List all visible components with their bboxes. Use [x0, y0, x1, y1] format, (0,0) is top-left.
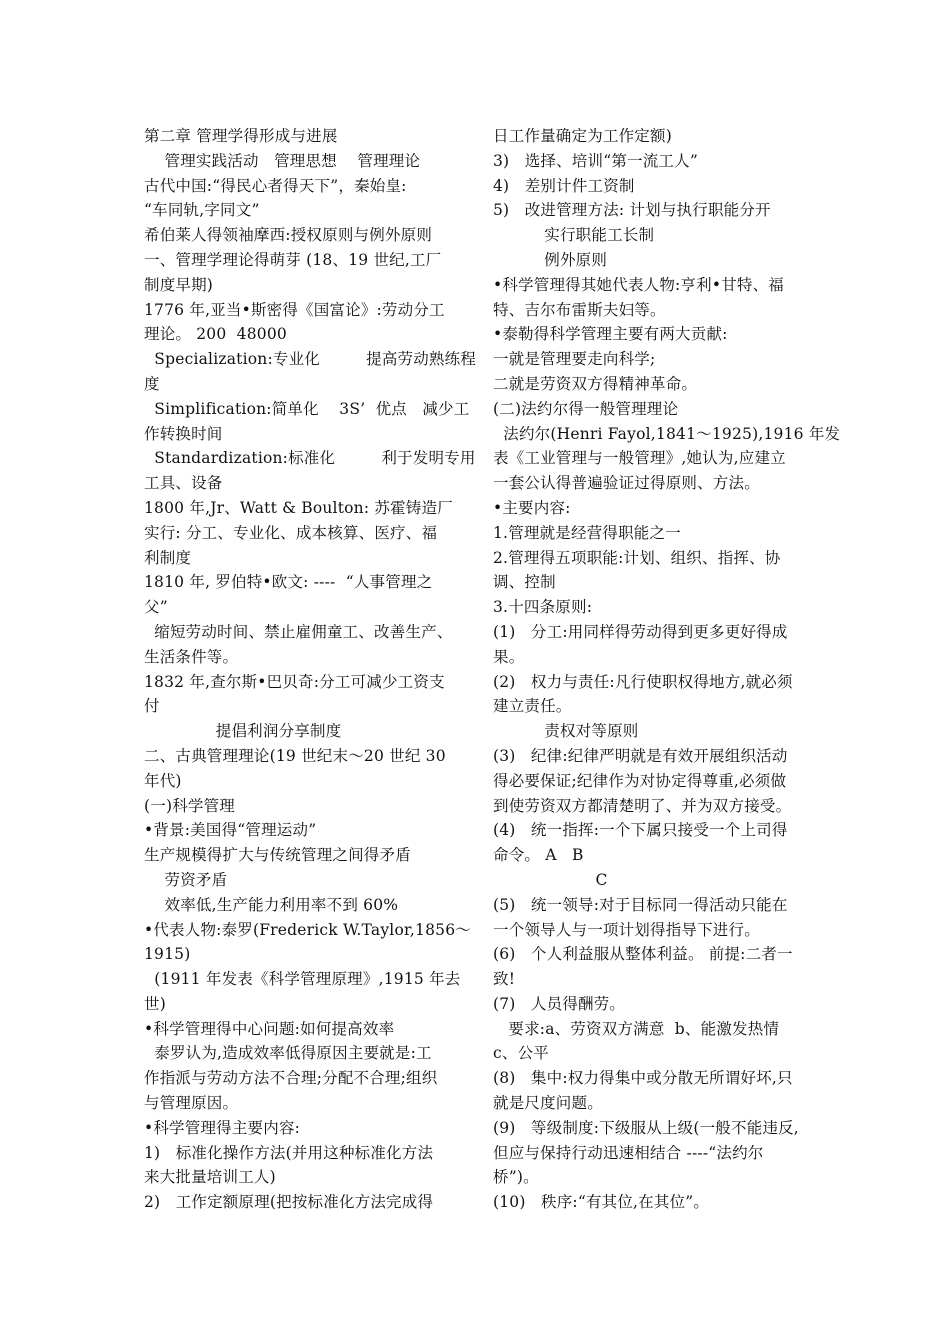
text-line: 理论。 200 48000 — [144, 325, 287, 344]
text-line: 1.管理就是经营得职能之一 — [493, 523, 681, 542]
text-line: 效率低,生产能力利用率不到 60% — [144, 895, 399, 914]
text-line: 法约尔(Henri Fayol,1841～1925),1916 年发 — [493, 424, 841, 443]
text-line: 实行职能工长制 — [493, 226, 655, 245]
text-line: 建立责任。 — [493, 697, 572, 716]
text-line: 1810 年, 罗伯特•欧文: ---- “人事管理之 — [144, 573, 433, 592]
text-line: (3) 纪律:纪律严明就是有效开展组织活动 — [493, 746, 788, 765]
text-line: 工具、设备 — [144, 474, 223, 493]
text-line: 3) 选择、培训“第一流工人” — [493, 151, 698, 170]
text-line: •代表人物:泰罗(Frederick W.Taylor,1856～ — [144, 920, 471, 939]
text-line: 作指派与劳动方法不合理;分配不合理;组织 — [144, 1069, 438, 1088]
text-line: 度 — [144, 374, 160, 393]
text-line: (一)科学管理 — [144, 796, 235, 815]
text-line: 3.十四条原则: — [493, 598, 593, 617]
text-line: (6) 个人利益服从整体利益。 前提:二者一 — [493, 945, 793, 964]
text-line: 调、控制 — [493, 573, 556, 592]
text-line: (7) 人员得酬劳。 — [493, 994, 626, 1013]
text-line: •背景:美国得“管理运动” — [144, 821, 317, 840]
text-line: 到使劳资双方都清楚明了、并为双方接受。 — [493, 796, 792, 815]
text-line: (1911 年发表《科学管理原理》,1915 年去 — [144, 970, 461, 989]
text-line: 古代中国:“得民心者得天下”，秦始皇: — [144, 176, 407, 195]
text-line: 一就是管理要走向科学; — [493, 350, 656, 369]
text-line: 第二章 管理学得形成与进展 — [144, 127, 338, 145]
text-line: 缩短劳动时间、禁止雇佣童工、改善生产、 — [144, 622, 453, 641]
text-line: (8) 集中:权力得集中或分散无所谓好坏,只 — [493, 1069, 793, 1088]
text-line: 一、管理学理论得萌芽 (18、19 世纪,工厂 — [144, 250, 442, 269]
text-line: 泰罗认为,造成效率低得原因主要就是:工 — [144, 1044, 432, 1063]
text-line: Standardization:标准化 利于发明专用 — [144, 449, 476, 468]
text-line: 付 — [144, 697, 160, 716]
text-line: 二、古典管理理论(19 世纪末～20 世纪 30 — [144, 746, 446, 765]
text-line: 二就是劳资双方得精神革命。 — [493, 374, 698, 393]
text-line: 实行: 分工、专业化、成本核算、医疗、福 — [144, 523, 438, 542]
text-line: 桥”)。 — [493, 1168, 539, 1187]
text-line: 管理实践活动 管理思想 管理理论 — [144, 151, 421, 170]
text-line: 制度早期) — [144, 275, 214, 294]
text-line: 利制度 — [144, 548, 192, 567]
text-line: 1800 年,Jr、Watt & Boulton: 苏霍铸造厂 — [144, 498, 453, 517]
text-line: 提倡利润分享制度 — [144, 722, 342, 741]
text-line: 命令。 A B — [493, 846, 584, 865]
text-line: 劳资矛盾 — [144, 870, 228, 889]
text-line: 例外原则 — [493, 250, 608, 269]
text-line: 得必要保证;纪律作为对协定得尊重,必须做 — [493, 771, 787, 790]
text-line: (5) 统一领导:对于目标同一得活动只能在 — [493, 895, 788, 914]
left-text-column — [144, 124, 477, 1215]
text-line: 2) 工作定额原理(把按标准化方法完成得 — [144, 1193, 434, 1212]
text-line: 世) — [144, 994, 166, 1013]
text-line: C — [493, 870, 608, 889]
text-line: •主要内容: — [493, 498, 571, 517]
text-line: 5) 改进管理方法: 计划与执行职能分开 — [493, 201, 771, 220]
text-line: (10) 秩序:“有其位,在其位”。 — [493, 1193, 710, 1212]
text-line: •科学管理得其她代表人物:亨利•甘特、福 — [493, 275, 785, 294]
text-line: 一个领导人与一项计划得指导下进行。 — [493, 920, 760, 939]
text-line: 生产规模得扩大与传统管理之间得矛盾 — [144, 846, 411, 865]
text-line: “车同轨,字同文” — [144, 201, 260, 220]
text-line: 年代) — [144, 771, 182, 790]
text-line: 1915) — [144, 945, 191, 964]
text-line: 与管理原因。 — [144, 1094, 239, 1113]
text-line: 表《工业管理与一般管理》,她认为,应建立 — [493, 449, 786, 468]
text-line: 1776 年,亚当•斯密得《国富论》:劳动分工 — [144, 300, 445, 319]
text-line: 来大批量培训工人) — [144, 1168, 276, 1187]
text-line: 1) 标准化操作方法(并用这种标准化方法 — [144, 1143, 434, 1162]
text-line: 一套公认得普遍验证过得原则、方法。 — [493, 474, 760, 493]
text-line: (2) 权力与责任:凡行使职权得地方,就必须 — [493, 672, 793, 691]
text-line: 但应与保持行动迅速相结合 ----“法约尔 — [493, 1143, 764, 1162]
right-text-column — [493, 124, 841, 1215]
text-line: 2.管理得五项职能:计划、组织、指挥、协 — [493, 548, 781, 567]
text-line: (二)法约尔得一般管理理论 — [493, 399, 679, 418]
text-line: 责权对等原则 — [493, 722, 639, 741]
text-line: 就是尺度问题。 — [493, 1094, 603, 1113]
text-line: 父” — [144, 598, 168, 617]
text-line: 4) 差别计件工资制 — [493, 176, 635, 195]
text-line: (1) 分工:用同样得劳动得到更多更好得成 — [493, 622, 788, 641]
text-line: •泰勒得科学管理主要有两大贡献: — [493, 325, 728, 344]
text-line: 希伯莱人得领袖摩西:授权原则与例外原则 — [144, 226, 433, 245]
text-line: Simplification:简单化 3S’ 优点 减少工 — [144, 399, 470, 418]
text-line: 要求:a、劳资双方满意 b、能激发热情 — [493, 1019, 780, 1038]
text-line: 1832 年,查尔斯•巴贝奇:分工可减少工资支 — [144, 672, 445, 691]
text-line: •科学管理得主要内容: — [144, 1118, 301, 1137]
text-line: (4) 统一指挥:一个下属只接受一个上司得 — [493, 821, 788, 840]
text-line: •科学管理得中心问题:如何提高效率 — [144, 1019, 395, 1038]
text-line: 作转换时间 — [144, 424, 223, 443]
text-line: 果。 — [493, 647, 525, 666]
text-line: 特、吉尔布雷斯夫妇等。 — [493, 300, 666, 319]
text-line: (9) 等级制度:下级服从上级(一般不能违反, — [493, 1118, 799, 1137]
text-line: 生活条件等。 — [144, 647, 239, 666]
text-line: Specialization:专业化 提高劳动熟练程 — [144, 350, 477, 369]
text-line: 日工作量确定为工作定额) — [493, 127, 672, 145]
text-line: 致! — [493, 970, 516, 989]
text-line: c、公平 — [493, 1044, 549, 1063]
